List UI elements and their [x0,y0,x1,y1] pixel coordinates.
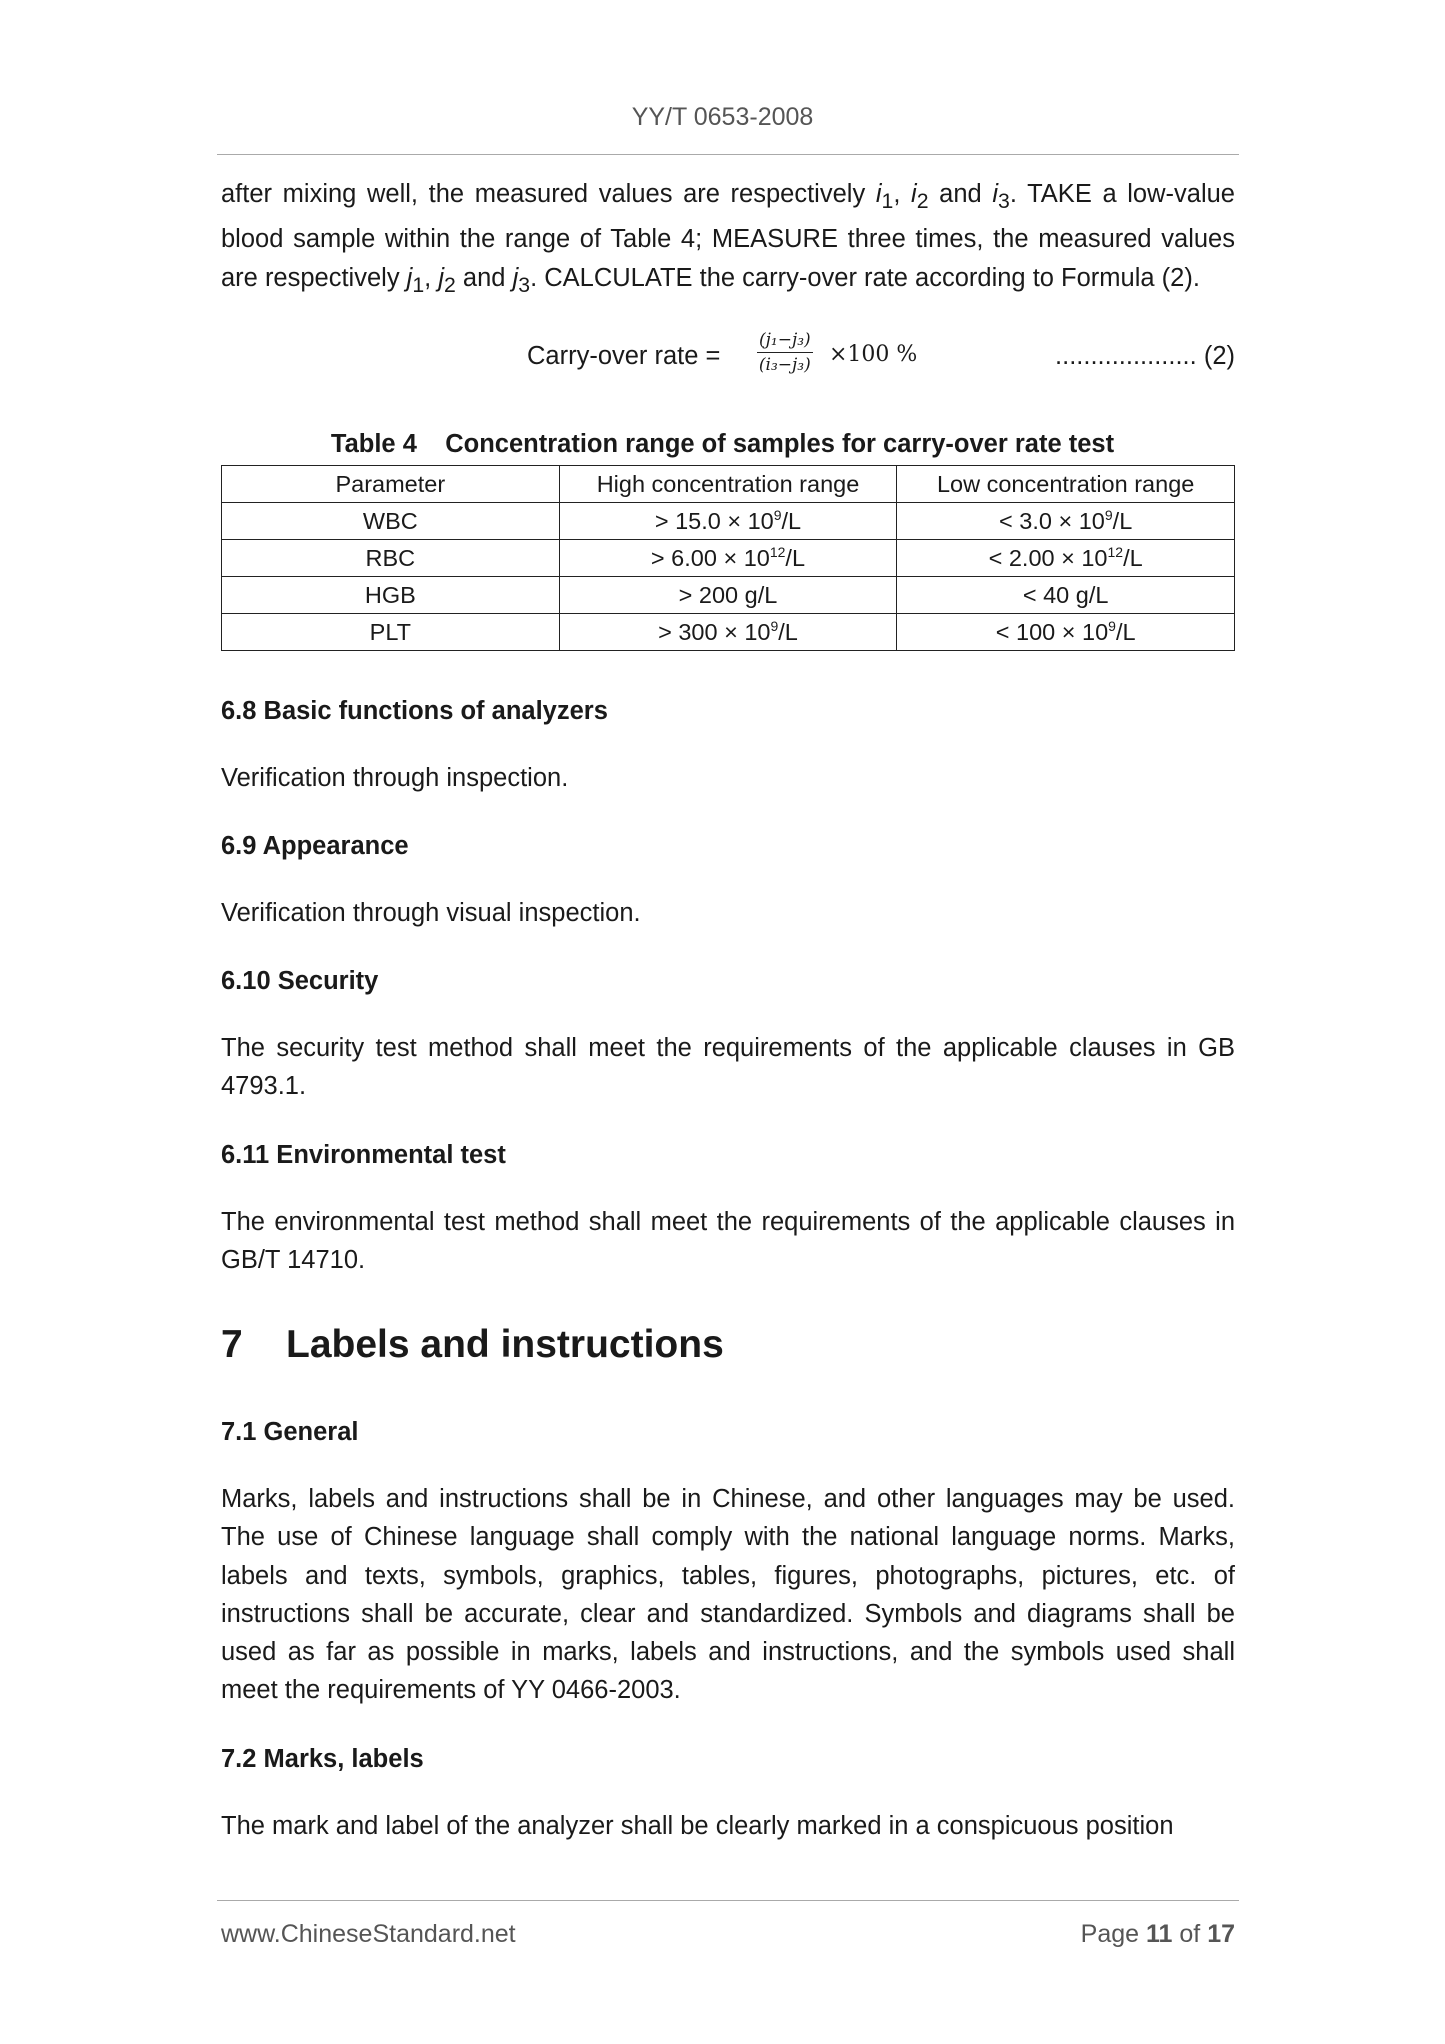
table-cell: > $300 \times 10^9/L$ [559,614,897,651]
formula-numerator: (j₁−j₃) [757,330,813,353]
formula-denominator: (i₃−j₃) [758,355,811,375]
column-header: Parameter [222,466,560,503]
column-header: High concentration range [559,466,897,503]
table-row [222,503,1235,540]
section-text: Verification through inspection. [221,764,569,792]
footer-divider [217,1900,1239,1901]
formula-2 [527,330,1235,390]
formula-dots: .................... [1055,342,1197,370]
table-cell: RBC [222,540,560,577]
formula-number: (2) [1203,342,1235,370]
table-cell: < $3.0 \times 10^9/L$ [897,503,1235,540]
section-text: The environmental test method shall meet the requirements of the applicable clauses in GB/T 14710. [221,1208,1235,1275]
table-row [222,577,1235,614]
carry-over-table [221,465,1235,651]
table-header-row [222,466,1235,503]
intro-text: after mixing well, the measured values are respectively $i_1$, $i_2$ and $i_3$. TAKE a low-value blood sample within the range of Table 4; MEASURE three times, the measured values are respectively $j_1$, $j_2$ and $j_3$. CALCULATE the carry-over rate according to Formula (2). [221,180,1235,297]
table-caption: Table 4 Concentration range of samples for carry-over rate test [330,430,1115,458]
page-of: of [1172,1920,1208,1948]
table-cell: WBC [222,503,560,540]
section-text: The security test method shall meet the requirements of the applicable clauses in GB 4793.1. [221,1034,1235,1101]
intro-paragraph [221,175,1235,304]
chapter-heading: 7 Labels and instructions [221,1323,724,1366]
table-cell: < $100 \times 10^9/L$ [897,614,1235,651]
section-text: Marks, labels and instructions shall be in Chinese, and other languages may be used. The use of Chinese language shall comply with the national language norms. Marks, labels and texts, symbols, graphics, tables, figures, photographs, pictures, etc. of instructions shall be accurate, clear and standardized. Symbols and diagrams shall be used as far as possible in marks, labels and instructions, and the symbols used shall meet the requirements of YY 0466-2003. [221,1485,1235,1705]
table-row [222,540,1235,577]
section-body [221,1203,1235,1280]
table-cell: PLT [222,614,560,651]
section-text: Verification through visual inspection. [221,899,641,927]
document-header: YY/T 0653-2008 [631,103,814,131]
table-cell: > 200 g/L [559,577,897,614]
total-pages: 17 [1207,1920,1235,1948]
table-cell: < $2.00 \times 10^{12}/L$ [897,540,1235,577]
current-page: 11 [1146,1920,1173,1948]
section-heading: 6.10 Security [221,967,379,995]
formula-label: Carry-over rate = [527,342,721,370]
section-heading: 6.9 Appearance [221,832,409,860]
table-row [222,614,1235,651]
section-body [221,1480,1235,1710]
header-divider [217,154,1239,155]
section-heading: 6.11 Environmental test [221,1141,506,1169]
page-number [1081,1920,1235,1949]
formula-fraction [757,330,813,375]
table-cell: HGB [222,577,560,614]
page-prefix: Page [1080,1920,1146,1948]
section-body [221,759,1235,797]
section-text: The mark and label of the analyzer shall be clearly marked in a conspicuous position [221,1812,1174,1840]
section-heading: 7.2 Marks, labels [221,1745,424,1773]
section-heading: 7.1 General [221,1418,359,1446]
section-body [221,894,1235,932]
table-cell: > $6.00 \times 10^{12}/L$ [559,540,897,577]
section-heading: 6.8 Basic functions of analyzers [221,697,608,725]
section-body [221,1807,1235,1845]
table-cell: < 40 g/L [897,577,1235,614]
section-body [221,1029,1235,1106]
formula-multiplier: ×100 % [829,342,918,367]
website-link[interactable]: www.ChineseStandard.net [221,1920,516,1948]
column-header: Low concentration range [897,466,1235,503]
table-cell: > $15.0 \times 10^9/L$ [559,503,897,540]
